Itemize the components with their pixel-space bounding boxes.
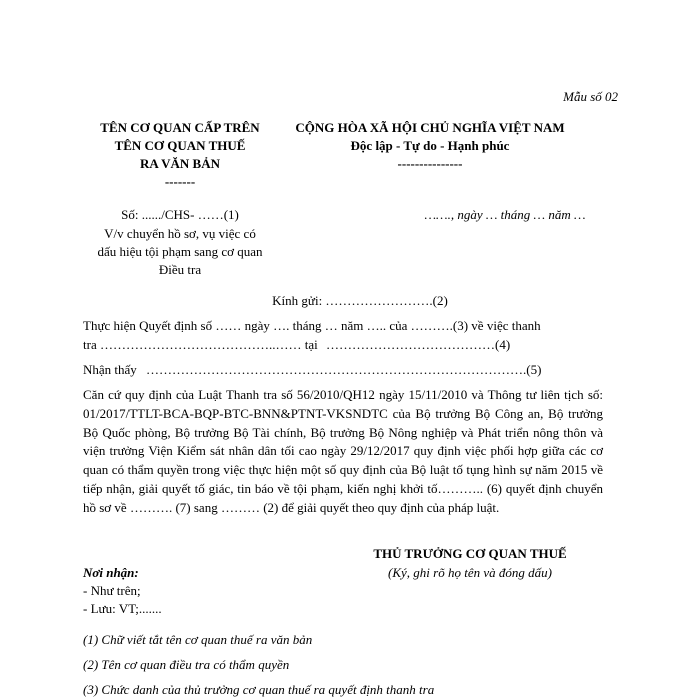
footnote-1: (1) Chữ viết tắt tên cơ quan thuế ra văn bản	[83, 632, 313, 647]
superior-agency: TÊN CƠ QUAN CẤP TRÊN	[100, 120, 260, 135]
body-line-2-left: tra …………………………………..…… tại	[83, 337, 318, 352]
recipients-item-2: - Lưu: VT;.......	[83, 601, 162, 616]
signature-title: THỦ TRƯỞNG CƠ QUAN THUẾ	[373, 546, 567, 561]
form-number: Mẫu số 02	[563, 89, 618, 104]
nation-title: CỘNG HÒA XÃ HỘI CHỦ NGHĨA VIỆT NAM	[295, 120, 565, 135]
nation-motto: Độc lập - Tự do - Hạnh phúc	[350, 138, 510, 153]
body-paragraph: Căn cứ quy định của Luật Thanh tra số 56/2010/QH12 ngày 15/11/2010 và Thông tư liên tịch số: 01/2017/TTLT-BCA-BQP-BTC-BNN&PTNT-VKSNDTC của Bộ trưởng Bộ Công an, Bộ trưởng Bộ Quốc phòng, Bộ trưởng Bộ Tài chính, Bộ trưởng Bộ Nông nghiệp và Phát triển nông thôn và viện trưởng Viện Kiểm sát nhân dân tối cao ngày 29/12/2017 quy định việc phối hợp giữa các cơ quan có thẩm quyền trong việc thực hiện một số quy định của Bộ luật tố tụng hình sự năm 2015 về tiếp nhận, giải quyết tố giác, tin báo về tội phạm, kiến nghị khởi tố……….. (6) quyết định chuyển hồ sơ về ………. (7) sang ……… (2) để giải quyết theo quy định của pháp luật.	[83, 387, 603, 515]
body-line-3-right: …………………………………………………………………………….(5)	[146, 362, 542, 377]
recipients-item-1: - Như trên;	[83, 583, 141, 598]
subject-line-1: V/v chuyển hồ sơ, vụ việc có	[104, 226, 256, 241]
body-line-2-right: …………………………………(4)	[326, 337, 511, 352]
agency-divider: -------	[164, 174, 196, 189]
issuing-label: RA VĂN BẢN	[140, 156, 220, 171]
motto-divider: ---------------	[397, 156, 463, 171]
signature-note: (Ký, ghi rõ họ tên và đóng dấu)	[388, 565, 552, 580]
document-number: Số: ....../CHS- ……(1)	[121, 207, 239, 222]
body-line-1: Thực hiện Quyết định số …… ngày …. tháng … năm ….. của ……….(3) về việc thanh	[83, 318, 541, 333]
recipient-line: Kính gửi: …………………….(2)	[272, 293, 448, 308]
tax-agency: TÊN CƠ QUAN THUẾ	[114, 138, 246, 153]
body-line-3-left: Nhận thấy	[83, 362, 137, 377]
subject-line-2: dấu hiệu tội phạm sang cơ quan	[97, 244, 263, 259]
date-line: ……., ngày … tháng … năm …	[424, 207, 586, 222]
subject-line-3: Điều tra	[158, 262, 202, 277]
footnote-2: (2) Tên cơ quan điều tra có thẩm quyền	[83, 657, 290, 672]
footnote-3: (3) Chức danh của thủ trưởng cơ quan thuế ra quyết định thanh tra	[83, 682, 435, 697]
recipients-heading: Nơi nhận:	[83, 565, 139, 580]
